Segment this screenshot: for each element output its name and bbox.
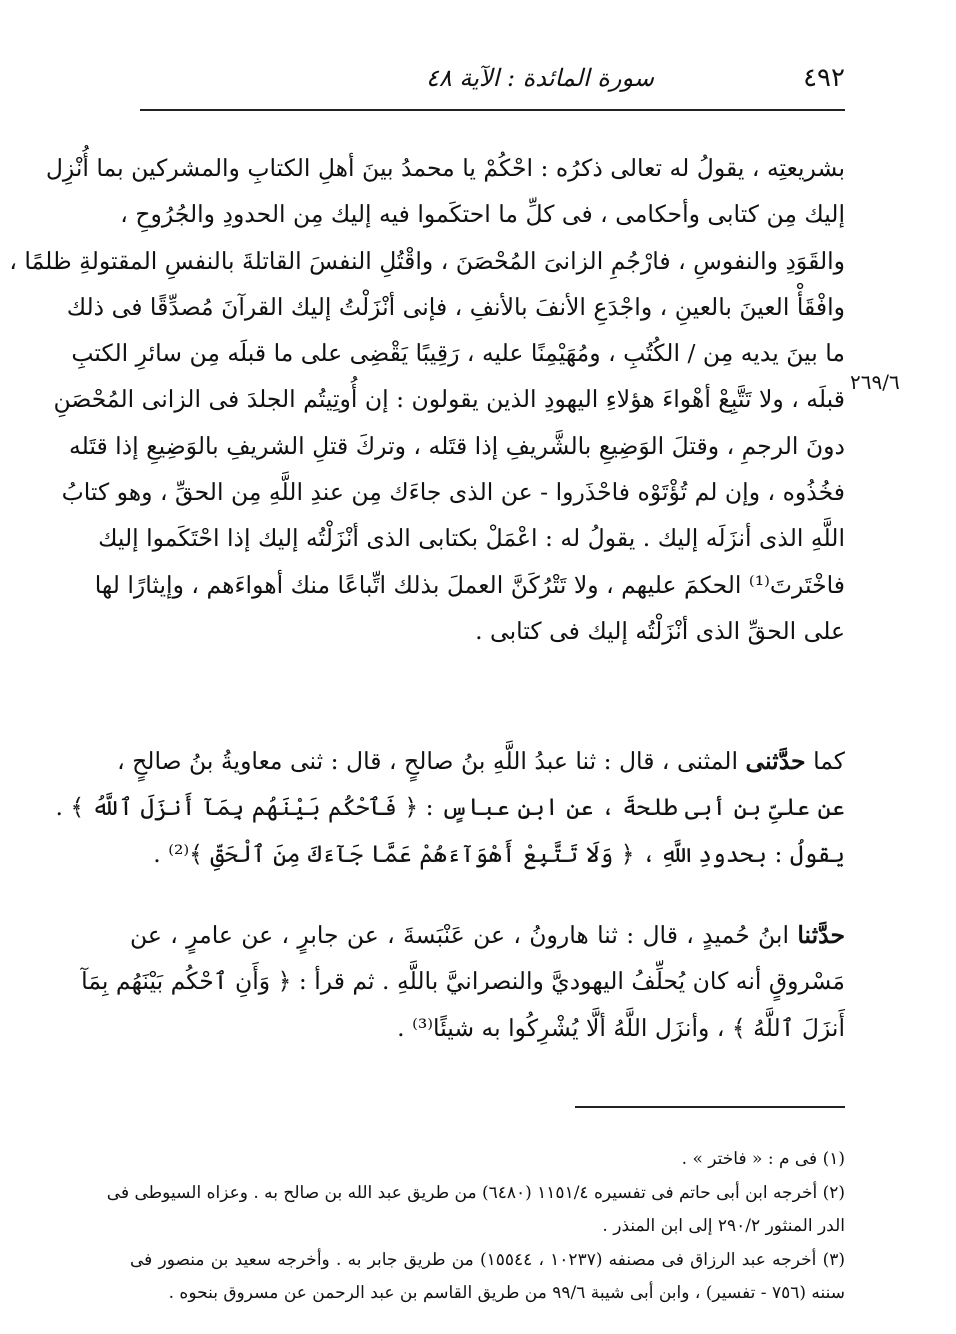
running-title: سورة المائدة : الآية ٤٨ bbox=[426, 64, 654, 92]
page-number: ٤٩٢ bbox=[803, 63, 845, 93]
footnote-divider bbox=[575, 1106, 845, 1108]
hadith-paragraph-1 bbox=[55, 738, 845, 877]
text-line: مَسْروقٍ أنه كان يُحلِّفُ اليهوديَّ والنصرانيَّ باللَّهِ . ثم قرأ : ﴿ وَأَنِ ٱحْكُم بَيْنَهُم بِمَآ bbox=[81, 967, 845, 996]
text-line: وافْقَأْ العينَ بالعينِ ، واجْدَعِ الأنفَ بالأنفِ ، فإنى أنْزَلْتُ إليك القرآنَ مُصدِّقًا فى ذلك bbox=[66, 292, 845, 321]
footnote-line: الدر المنثور ٢٩٠/٢ إلى ابن المنذر . bbox=[602, 1216, 845, 1236]
text-line: عن علىِّ بنِ أبى طلحةَ ، عن ابنِ عباسٍ : ﴿ فَٱحْكُم بَيْنَهُم بِمَآ أَنزَلَ ٱللَّهُ ﴾ . bbox=[55, 793, 845, 822]
page-header bbox=[140, 62, 845, 96]
text-line: إليك مِن كتابى وأحكامى ، فى كلِّ ما احتكَموا فيه إليك مِن الحدودِ والجُرُوحِ ، bbox=[120, 200, 845, 229]
text-line: اللَّهِ الذى أنزَلَه إليك . يقولُ له : اعْمَلْ بكتابى الذى أنْزَلْتُه إليك إذا احْتَكَموا إليك bbox=[98, 524, 845, 553]
narration-keyword: حدَّثنى bbox=[745, 747, 806, 775]
text-line: ما بينَ يديه مِن / الكُتُبِ ، ومُهَيْمِنًا عليه ، رَقِيبًا يَقْضِى على ما قبلَه مِن سائرِ الكتبِ bbox=[71, 339, 845, 368]
text-line: بشريعتِه ، يقولُ له تعالى ذكرُه : احْكُمْ يا محمدُ بينَ أهلِ الكتابِ والمشركين بما أُنْزِل bbox=[45, 154, 845, 182]
footnotes bbox=[106, 1143, 845, 1311]
main-paragraph bbox=[9, 145, 845, 654]
hadith-paragraph-2 bbox=[81, 912, 845, 1051]
header-divider bbox=[140, 109, 845, 111]
footnote-line: (١) فى م : « فاختر » . bbox=[681, 1149, 845, 1169]
text-prefix: كما bbox=[813, 747, 845, 775]
text-line: دونَ الرجمِ ، وقتلَ الوَضِيعِ بالشَّريفِ إذا قتَله ، وتركَ قتلِ الشريفِ بالوَضِيعِ إذا قتَله bbox=[69, 431, 845, 460]
footnote-line: سننه (٧٥٦ - تفسير) ، وابن أبى شيبة ٩٩/٦ من طريق القاسم بن عبد الرحمن عن مسروق بنحوه . bbox=[168, 1283, 845, 1303]
text-segment: المثنى ، قال : ثنا عبدُ اللَّهِ بنُ صالحٍ ، قال : ثنى معاويةُ بنُ صالحٍ ، bbox=[117, 747, 738, 775]
text-segment: ابنُ حُميدٍ ، قال : ثنا هارونُ ، عن عَنْبَسةَ ، عن جابرٍ ، عن عامرٍ ، عن bbox=[130, 921, 790, 949]
text-line bbox=[130, 912, 845, 958]
text-line: فاخْتَرتَ⁽¹⁾ الحكمَ عليهم ، ولا تَتْرُكَنَّ العملَ بذلك اتِّباعًا منك أهواءَهم ، وإيثارًا لها bbox=[94, 570, 845, 599]
text-line: قبلَه ، ولا تَتَّبِعْ أهْواءَ هؤلاءِ اليهودِ الذين يقولون : إن أُوتِيتُم الجلدَ فى الزانى المُحْصَنِ bbox=[53, 385, 845, 414]
footnote-line: (٣) أخرجه عبد الرزاق فى مصنفه (١٠٢٣٧ ، ١٥٥٤٤) من طريق جابر به . وأخرجه سعيد بن منصور فى bbox=[130, 1249, 845, 1270]
text-line: يقولُ : بحدودِ اللَّهِ ، ﴿ وَلَا تَتَّبِعْ أَهْوَآءَهُمْ عَمَّا جَآءَكَ مِنَ ٱلْحَقِّ ﴾⁽²⁾ . bbox=[153, 839, 845, 868]
footnote-line: (٢) أخرجه ابن أبى حاتم فى تفسيره ١١٥١/٤ (٦٤٨٠) من طريق عبد الله بن صالح به . وعزاه السيوطى فى bbox=[106, 1182, 845, 1203]
text-line: أَنزَلَ ٱللَّهُ ﴾ ، وأنزَل اللَّهُ ألَّا يُشْرِكُوا به شيئًا⁽³⁾ . bbox=[397, 1013, 845, 1042]
text-line: والقَوَدِ والنفوسِ ، فارْجُمِ الزانىَ المُحْصَنَ ، واقْتُلِ النفسَ القاتلةَ بالنفسِ المقتولةِ ظلمًا ، bbox=[9, 246, 845, 275]
text-line: على الحقِّ الذى أنْزَلْتُه إليك فى كتابى . bbox=[475, 616, 845, 645]
narration-keyword: حدَّثنا bbox=[797, 921, 845, 949]
text-line bbox=[117, 738, 845, 784]
margin-reference: ٢٦٩/٦ bbox=[850, 370, 900, 394]
text-line: فخُذُوه ، وإن لم تُؤْتَوْه فاحْذَروا - عن الذى جاءَك مِن عندِ اللَّهِ مِن الحقِّ ، وهو كتابُ bbox=[61, 478, 845, 507]
